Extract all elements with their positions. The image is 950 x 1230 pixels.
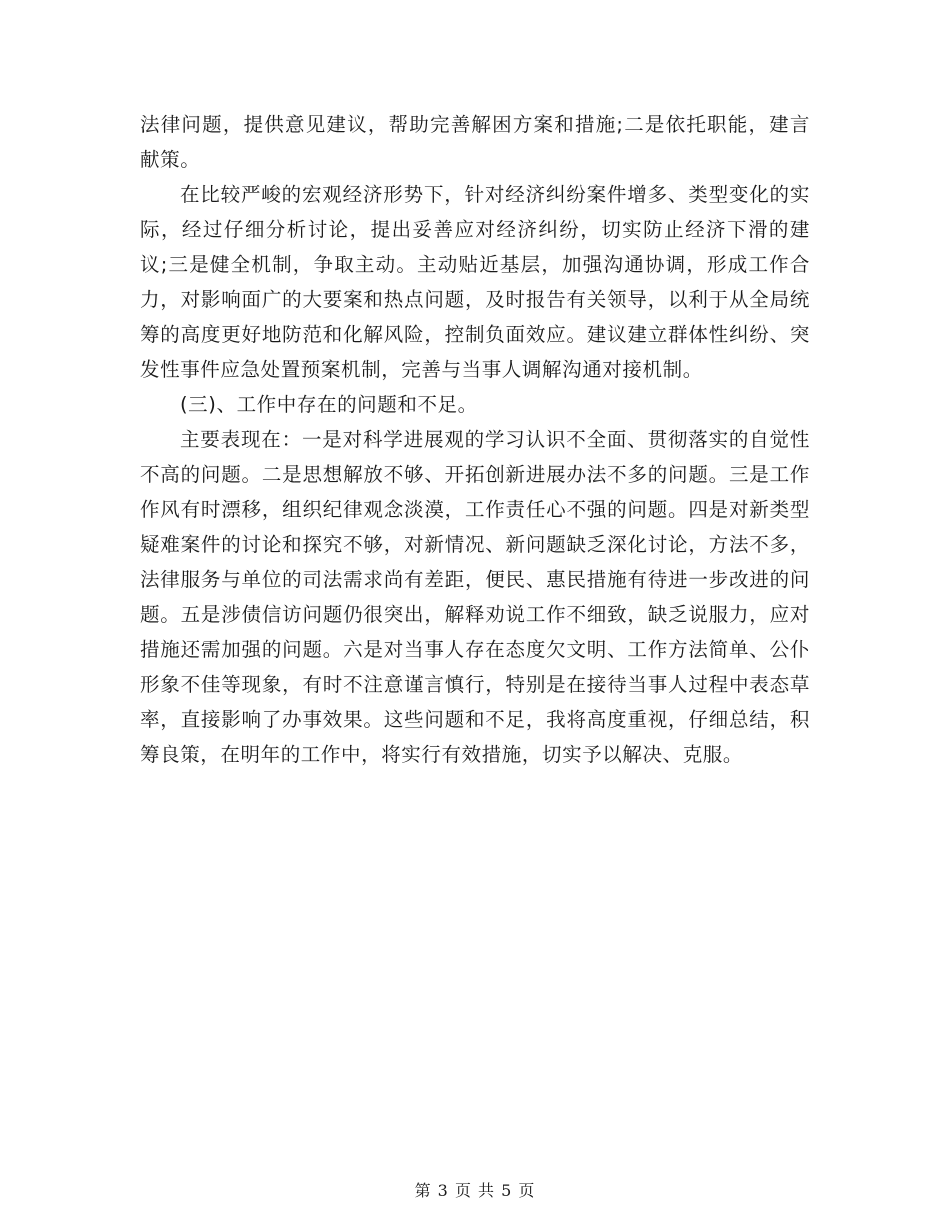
document-body [140, 107, 810, 772]
section-heading-problems: (三)、工作中存在的问题和不足。 [179, 393, 478, 416]
paragraph-economic-situation: 在比较严峻的宏观经济形势下，针对经济纠纷案件增多、类型变化的实际，经过仔细分析讨论，提出妥善应对经济纠纷，切实防止经济下滑的建议;三是健全机制，争取主动。主动贴近基层，加强沟通协调，形成工作合力，对影响面广的大要案和热点问题，及时报告有关领导，以利于从全局统筹的高度更好地防范和化解风险，控制负面效应。建议建立群体性纠纷、突发性事件应急处置预案机制，完善与当事人调解沟通对接机制。 [140, 183, 810, 381]
paragraph-continuation: 法律问题，提供意见建议，帮助完善解困方案和措施;二是依托职能，建言献策。 [140, 113, 810, 171]
paragraph-main-problems: 主要表现在：一是对科学进展观的学习认识不全面、贯彻落实的自觉性不高的问题。二是思想解放不够、开拓创新进展办法不多的问题。三是工作作风有时漂移，组织纪律观念淡漠，工作责任心不强的问题。四是对新类型疑难案件的讨论和探究不够，对新情况、新问题缺乏深化讨论，方法不多，法律服务与单位的司法需求尚有差距，便民、惠民措施有待进一步改进的问题。五是涉债信访问题仍很突出，解释劝说工作不细致，缺乏说服力，应对措施还需加强的问题。六是对当事人存在态度欠文明、工作方法简单、公仆形象不佳等现象，有时不注意谨言慎行，特别是在接待当事人过程中表态草率，直接影响了办事效果。这些问题和不足，我将高度重视，仔细总结，积筹良策，在明年的工作中，将实行有效措施，切实予以解决、克服。 [140, 428, 810, 766]
page-footer [0, 1178, 950, 1201]
page-number-label: 第 3 页 共 5 页 [414, 1181, 536, 1200]
